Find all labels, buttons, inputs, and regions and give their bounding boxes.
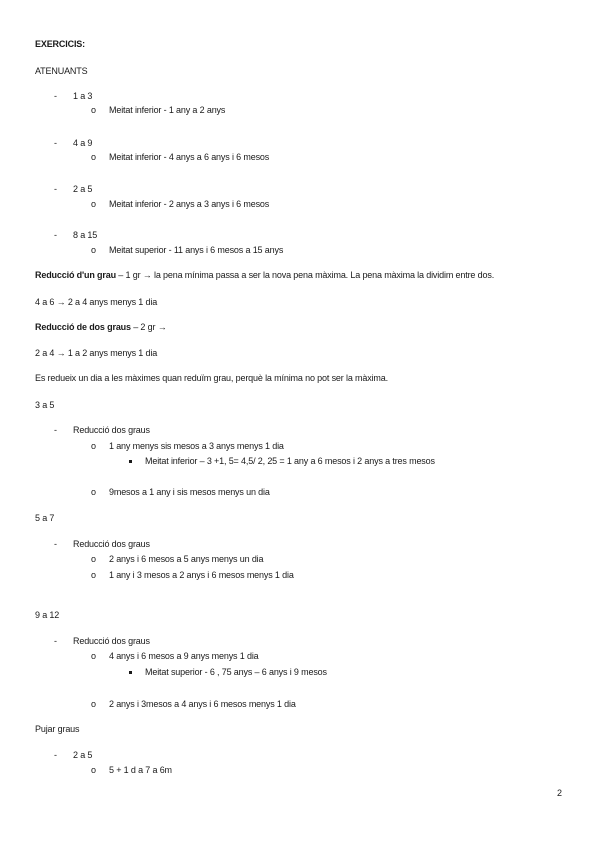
- list-subsubitem: Meitat superior - 6 , 75 anys – 6 anys i 9 mesos: [145, 667, 327, 677]
- reduccio-un-grau-text: – 1 gr → la pena mínima passa a ser la nova pena màxima. La pena màxima la dividim entre dos.: [115, 270, 495, 280]
- circle-bullet-icon: o: [91, 699, 96, 709]
- list-item: 2 a 5: [73, 750, 93, 760]
- list-subitem: Meitat inferior - 1 any a 2 anys: [109, 105, 226, 115]
- list-item: Reducció dos graus: [73, 425, 150, 435]
- heading: EXERCICIS:: [35, 39, 86, 49]
- list-subitem: 1 any menys sis mesos a 3 anys menys 1 dia: [109, 441, 284, 451]
- circle-bullet-icon: o: [91, 487, 96, 497]
- list-subitem: 5 + 1 d a 7 a 6m: [109, 765, 172, 775]
- square-bullet-icon: [129, 671, 132, 674]
- case-title: Pujar graus: [35, 724, 80, 734]
- circle-bullet-icon: o: [91, 441, 96, 451]
- dash-marker: -: [54, 138, 57, 148]
- list-item: 4 a 9: [73, 138, 93, 148]
- section-atenuants: ATENUANTS: [35, 66, 88, 76]
- reduccio-dos-graus-paragraph: [35, 322, 167, 333]
- list-subitem: Meitat inferior - 2 anys a 3 anys i 6 mesos: [109, 199, 270, 209]
- example-line: 4 a 6 → 2 a 4 anys menys 1 dia: [35, 297, 158, 307]
- circle-bullet-icon: o: [91, 570, 96, 580]
- list-item: Reducció dos graus: [73, 539, 150, 549]
- list-subitem: Meitat superior - 11 anys i 6 mesos a 15 anys: [109, 245, 284, 255]
- circle-bullet-icon: o: [91, 105, 96, 115]
- dash-marker: -: [54, 539, 57, 549]
- dash-marker: -: [54, 636, 57, 646]
- list-item: 8 a 15: [73, 230, 98, 240]
- note-paragraph: Es redueix un dia a les màximes quan reduïm grau, perquè la mínima no pot ser la màxima.: [35, 373, 388, 383]
- square-bullet-icon: [129, 460, 132, 463]
- page-number: 2: [557, 788, 562, 798]
- dash-marker: -: [54, 230, 57, 240]
- circle-bullet-icon: o: [91, 152, 96, 162]
- example-line: 2 a 4 → 1 a 2 anys menys 1 dia: [35, 348, 158, 358]
- list-subitem: 2 anys i 6 mesos a 5 anys menys un dia: [109, 554, 264, 564]
- circle-bullet-icon: o: [91, 245, 96, 255]
- list-subitem: 9mesos a 1 any i sis mesos menys un dia: [109, 487, 270, 497]
- dash-marker: -: [54, 184, 57, 194]
- list-subitem: 4 anys i 6 mesos a 9 anys menys 1 dia: [109, 651, 259, 661]
- list-subitem: Meitat inferior - 4 anys a 6 anys i 6 mesos: [109, 152, 270, 162]
- list-subitem: 1 any i 3 mesos a 2 anys i 6 mesos menys 1 dia: [109, 570, 294, 580]
- list-item: 1 a 3: [73, 91, 93, 101]
- circle-bullet-icon: o: [91, 199, 96, 209]
- reduccio-un-grau-label: Reducció d'un grau: [35, 270, 116, 280]
- list-item: 2 a 5: [73, 184, 93, 194]
- circle-bullet-icon: o: [91, 554, 96, 564]
- circle-bullet-icon: o: [91, 765, 96, 775]
- dash-marker: -: [54, 425, 57, 435]
- reduccio-dos-graus-text: – 2 gr →: [130, 322, 167, 332]
- reduccio-un-grau-paragraph: [35, 270, 494, 281]
- dash-marker: -: [54, 91, 57, 101]
- dash-marker: -: [54, 750, 57, 760]
- list-subsubitem: Meitat inferior – 3 +1, 5= 4,5/ 2, 25 = 1 any a 6 mesos i 2 anys a tres mesos: [145, 456, 435, 466]
- circle-bullet-icon: o: [91, 651, 96, 661]
- list-item: Reducció dos graus: [73, 636, 150, 646]
- reduccio-dos-graus-label: Reducció de dos graus: [35, 322, 131, 332]
- case-title: 5 a 7: [35, 513, 55, 523]
- case-title: 3 a 5: [35, 400, 55, 410]
- case-title: 9 a 12: [35, 610, 60, 620]
- list-subitem: 2 anys i 3mesos a 4 anys i 6 mesos menys 1 dia: [109, 699, 296, 709]
